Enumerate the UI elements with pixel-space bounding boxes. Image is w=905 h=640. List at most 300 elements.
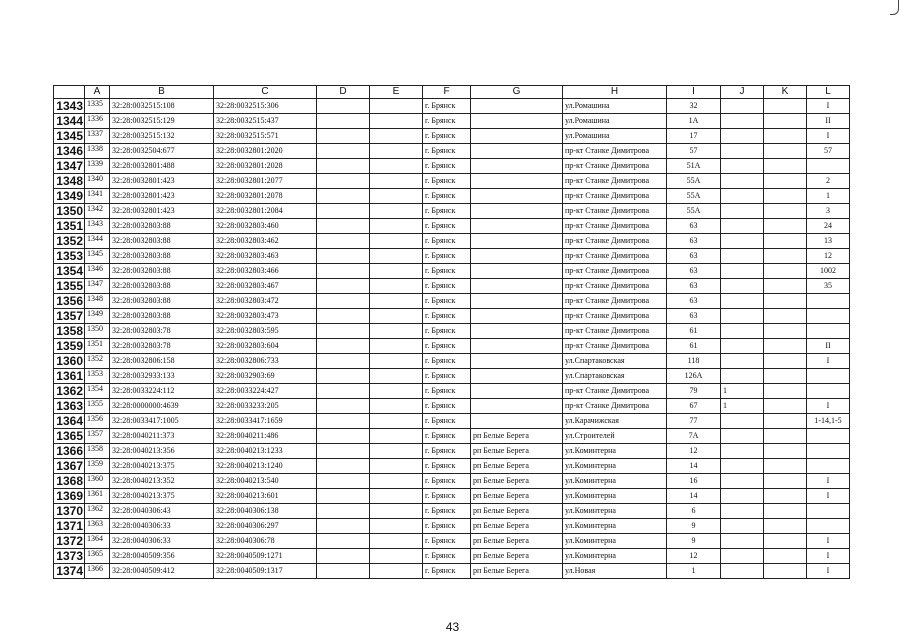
cell-l[interactable] (807, 369, 850, 384)
cell-j[interactable] (721, 294, 764, 309)
cell-l[interactable] (807, 504, 850, 519)
cell-g[interactable]: рп Белые Берега (471, 489, 563, 504)
cell-j[interactable] (721, 219, 764, 234)
cell-d[interactable] (317, 309, 370, 324)
cell-j[interactable] (721, 234, 764, 249)
cell-h[interactable]: ул.Коминтерна (563, 534, 667, 549)
cell-k[interactable] (764, 519, 807, 534)
cell-e[interactable] (370, 144, 423, 159)
cell-d[interactable] (317, 369, 370, 384)
cell-b[interactable]: 32:28:0040213:352 (110, 474, 214, 489)
cell-k[interactable] (764, 444, 807, 459)
cell-a[interactable]: 1348 (85, 294, 110, 309)
cell-f[interactable]: г. Брянск (423, 219, 471, 234)
cell-i[interactable]: 9 (667, 534, 721, 549)
cell-b[interactable]: 32:28:0000000:4639 (110, 399, 214, 414)
cell-e[interactable] (370, 414, 423, 429)
cell-d[interactable] (317, 444, 370, 459)
cell-f[interactable]: г. Брянск (423, 99, 471, 114)
cell-f[interactable]: г. Брянск (423, 339, 471, 354)
row-number-cell[interactable]: 1354 (54, 264, 85, 279)
cell-i[interactable]: 12 (667, 549, 721, 564)
cell-j[interactable] (721, 534, 764, 549)
cell-j[interactable]: 1 (721, 384, 764, 399)
cell-d[interactable] (317, 399, 370, 414)
cell-a[interactable]: 1337 (85, 129, 110, 144)
row-number-cell[interactable]: 1368 (54, 474, 85, 489)
cell-i[interactable]: 7А (667, 429, 721, 444)
cell-c[interactable]: 32:28:0032515:437 (214, 114, 317, 129)
cell-c[interactable]: 32:28:0040213:601 (214, 489, 317, 504)
cell-j[interactable] (721, 429, 764, 444)
cell-a[interactable]: 1349 (85, 309, 110, 324)
cell-d[interactable] (317, 249, 370, 264)
cell-c[interactable]: 32:28:0040509:1271 (214, 549, 317, 564)
cell-d[interactable] (317, 99, 370, 114)
cell-f[interactable]: г. Брянск (423, 549, 471, 564)
cell-c[interactable]: 32:28:0032803:473 (214, 309, 317, 324)
cell-b[interactable]: 32:28:0032515:108 (110, 99, 214, 114)
cell-f[interactable]: г. Брянск (423, 384, 471, 399)
cell-j[interactable] (721, 159, 764, 174)
cell-h[interactable]: ул.Коминтерна (563, 444, 667, 459)
cell-i[interactable]: 16 (667, 474, 721, 489)
cell-a[interactable]: 1347 (85, 279, 110, 294)
cell-h[interactable]: пр-кт Станке Димитрова (563, 324, 667, 339)
cell-h[interactable]: пр-кт Станке Димитрова (563, 294, 667, 309)
row-number-cell[interactable]: 1373 (54, 549, 85, 564)
cell-e[interactable] (370, 399, 423, 414)
cell-j[interactable] (721, 99, 764, 114)
cell-e[interactable] (370, 534, 423, 549)
cell-c[interactable]: 32:28:0040306:297 (214, 519, 317, 534)
row-number-cell[interactable]: 1346 (54, 144, 85, 159)
cell-h[interactable]: пр-кт Станке Димитрова (563, 219, 667, 234)
cell-c[interactable]: 32:28:0033224:427 (214, 384, 317, 399)
cell-l[interactable]: 24 (807, 219, 850, 234)
cell-j[interactable] (721, 114, 764, 129)
cell-j[interactable] (721, 474, 764, 489)
cell-i[interactable]: 63 (667, 219, 721, 234)
cell-g[interactable] (471, 129, 563, 144)
cell-i[interactable]: 63 (667, 234, 721, 249)
cell-a[interactable]: 1364 (85, 534, 110, 549)
cell-c[interactable]: 32:28:0032806:733 (214, 354, 317, 369)
cell-h[interactable]: ул.Ромашина (563, 114, 667, 129)
cell-b[interactable]: 32:28:0033417:1005 (110, 414, 214, 429)
cell-a[interactable]: 1351 (85, 339, 110, 354)
cell-a[interactable]: 1343 (85, 219, 110, 234)
cell-c[interactable]: 32:28:0032803:460 (214, 219, 317, 234)
column-header-f[interactable]: F (423, 86, 471, 99)
row-number-cell[interactable]: 1351 (54, 219, 85, 234)
column-header-l[interactable]: L (807, 86, 850, 99)
cell-h[interactable]: ул.Коминтерна (563, 504, 667, 519)
cell-a[interactable]: 1360 (85, 474, 110, 489)
column-header-h[interactable]: H (563, 86, 667, 99)
cell-g[interactable] (471, 144, 563, 159)
cell-h[interactable]: ул.Коминтерна (563, 459, 667, 474)
cell-a[interactable]: 1354 (85, 384, 110, 399)
cell-k[interactable] (764, 354, 807, 369)
cell-e[interactable] (370, 159, 423, 174)
cell-f[interactable]: г. Брянск (423, 234, 471, 249)
cell-h[interactable]: пр-кт Станке Димитрова (563, 309, 667, 324)
cell-c[interactable]: 32:28:0032803:466 (214, 264, 317, 279)
cell-c[interactable]: 32:28:0032803:472 (214, 294, 317, 309)
cell-j[interactable] (721, 129, 764, 144)
cell-i[interactable]: 14 (667, 489, 721, 504)
row-number-cell[interactable]: 1357 (54, 309, 85, 324)
cell-g[interactable] (471, 384, 563, 399)
cell-e[interactable] (370, 114, 423, 129)
cell-a[interactable]: 1352 (85, 354, 110, 369)
cell-c[interactable]: 32:28:0032801:2078 (214, 189, 317, 204)
cell-k[interactable] (764, 189, 807, 204)
cell-k[interactable] (764, 294, 807, 309)
cell-d[interactable] (317, 129, 370, 144)
cell-j[interactable] (721, 354, 764, 369)
cell-b[interactable]: 32:28:0040306:33 (110, 519, 214, 534)
cell-d[interactable] (317, 429, 370, 444)
cell-k[interactable] (764, 339, 807, 354)
cell-c[interactable]: 32:28:0033417:1659 (214, 414, 317, 429)
cell-l[interactable]: 13 (807, 234, 850, 249)
cell-a[interactable]: 1353 (85, 369, 110, 384)
cell-c[interactable]: 32:28:0032515:571 (214, 129, 317, 144)
cell-a[interactable]: 1363 (85, 519, 110, 534)
cell-h[interactable]: ул.Карачижская (563, 414, 667, 429)
cell-d[interactable] (317, 414, 370, 429)
cell-b[interactable]: 32:28:0032504:677 (110, 144, 214, 159)
cell-e[interactable] (370, 504, 423, 519)
cell-a[interactable]: 1336 (85, 114, 110, 129)
cell-j[interactable] (721, 309, 764, 324)
cell-g[interactable]: рп Белые Берега (471, 534, 563, 549)
cell-i[interactable]: 12 (667, 444, 721, 459)
row-number-cell[interactable]: 1353 (54, 249, 85, 264)
cell-g[interactable]: рп Белые Берега (471, 474, 563, 489)
cell-a[interactable]: 1341 (85, 189, 110, 204)
cell-d[interactable] (317, 294, 370, 309)
cell-g[interactable] (471, 279, 563, 294)
cell-b[interactable]: 32:28:0032801:423 (110, 189, 214, 204)
cell-f[interactable]: г. Брянск (423, 189, 471, 204)
cell-h[interactable]: пр-кт Станке Димитрова (563, 279, 667, 294)
cell-i[interactable]: 55А (667, 189, 721, 204)
cell-l[interactable] (807, 429, 850, 444)
cell-k[interactable] (764, 534, 807, 549)
cell-f[interactable]: г. Брянск (423, 159, 471, 174)
cell-g[interactable]: рп Белые Берега (471, 504, 563, 519)
row-number-cell[interactable]: 1361 (54, 369, 85, 384)
cell-b[interactable]: 32:28:0032803:88 (110, 309, 214, 324)
cell-e[interactable] (370, 99, 423, 114)
cell-a[interactable]: 1344 (85, 234, 110, 249)
cell-g[interactable] (471, 309, 563, 324)
cell-h[interactable]: пр-кт Станке Димитрова (563, 264, 667, 279)
cell-j[interactable] (721, 519, 764, 534)
cell-a[interactable]: 1357 (85, 429, 110, 444)
row-number-cell[interactable]: 1364 (54, 414, 85, 429)
cell-d[interactable] (317, 459, 370, 474)
column-header-i[interactable]: I (667, 86, 721, 99)
cell-k[interactable] (764, 144, 807, 159)
row-number-cell[interactable]: 1350 (54, 204, 85, 219)
cell-b[interactable]: 32:28:0032801:423 (110, 204, 214, 219)
cell-g[interactable] (471, 174, 563, 189)
row-number-cell[interactable]: 1365 (54, 429, 85, 444)
cell-c[interactable]: 32:28:0040509:1317 (214, 564, 317, 579)
cell-l[interactable] (807, 294, 850, 309)
cell-h[interactable]: ул.Новая (563, 564, 667, 579)
cell-g[interactable] (471, 249, 563, 264)
cell-h[interactable]: ул.Коминтерна (563, 489, 667, 504)
cell-i[interactable]: 67 (667, 399, 721, 414)
row-number-cell[interactable]: 1367 (54, 459, 85, 474)
cell-g[interactable] (471, 294, 563, 309)
cell-j[interactable] (721, 564, 764, 579)
cell-g[interactable] (471, 324, 563, 339)
row-number-cell[interactable]: 1347 (54, 159, 85, 174)
cell-i[interactable]: 57 (667, 144, 721, 159)
cell-d[interactable] (317, 339, 370, 354)
column-header-e[interactable]: E (370, 86, 423, 99)
cell-d[interactable] (317, 204, 370, 219)
cell-e[interactable] (370, 324, 423, 339)
cell-e[interactable] (370, 549, 423, 564)
cell-b[interactable]: 32:28:0032933:133 (110, 369, 214, 384)
cell-c[interactable]: 32:28:0040211:486 (214, 429, 317, 444)
cell-f[interactable]: г. Брянск (423, 534, 471, 549)
cell-j[interactable] (721, 504, 764, 519)
cell-c[interactable]: 32:28:0033233:205 (214, 399, 317, 414)
row-number-cell[interactable]: 1363 (54, 399, 85, 414)
cell-e[interactable] (370, 309, 423, 324)
cell-k[interactable] (764, 474, 807, 489)
cell-d[interactable] (317, 174, 370, 189)
cell-j[interactable] (721, 414, 764, 429)
cell-c[interactable]: 32:28:0032903:69 (214, 369, 317, 384)
cell-h[interactable]: пр-кт Станке Димитрова (563, 234, 667, 249)
cell-i[interactable]: 55А (667, 204, 721, 219)
cell-c[interactable]: 32:28:0032515:306 (214, 99, 317, 114)
cell-b[interactable]: 32:28:0032801:488 (110, 159, 214, 174)
cell-k[interactable] (764, 204, 807, 219)
cell-h[interactable]: пр-кт Станке Димитрова (563, 174, 667, 189)
cell-l[interactable]: 1 (807, 189, 850, 204)
cell-i[interactable]: 55А (667, 174, 721, 189)
cell-f[interactable]: г. Брянск (423, 564, 471, 579)
cell-b[interactable]: 32:28:0032803:88 (110, 219, 214, 234)
cell-f[interactable]: г. Брянск (423, 249, 471, 264)
cell-d[interactable] (317, 189, 370, 204)
cell-b[interactable]: 32:28:0040509:412 (110, 564, 214, 579)
cell-e[interactable] (370, 294, 423, 309)
cell-d[interactable] (317, 504, 370, 519)
cell-j[interactable] (721, 444, 764, 459)
cell-a[interactable]: 1346 (85, 264, 110, 279)
cell-e[interactable] (370, 249, 423, 264)
cell-h[interactable]: пр-кт Станке Димитрова (563, 204, 667, 219)
column-header-d[interactable]: D (317, 86, 370, 99)
cell-j[interactable] (721, 339, 764, 354)
cell-k[interactable] (764, 324, 807, 339)
column-header-k[interactable]: K (764, 86, 807, 99)
cell-d[interactable] (317, 564, 370, 579)
row-number-cell[interactable]: 1349 (54, 189, 85, 204)
column-header-b[interactable]: B (110, 86, 214, 99)
cell-b[interactable]: 32:28:0032801:423 (110, 174, 214, 189)
cell-b[interactable]: 32:28:0033224:112 (110, 384, 214, 399)
cell-j[interactable] (721, 549, 764, 564)
cell-l[interactable]: 2 (807, 174, 850, 189)
cell-k[interactable] (764, 249, 807, 264)
cell-a[interactable]: 1335 (85, 99, 110, 114)
cell-l[interactable]: I (807, 129, 850, 144)
cell-k[interactable] (764, 159, 807, 174)
cell-i[interactable]: 61 (667, 339, 721, 354)
cell-b[interactable]: 32:28:0040213:375 (110, 489, 214, 504)
cell-f[interactable]: г. Брянск (423, 399, 471, 414)
cell-f[interactable]: г. Брянск (423, 294, 471, 309)
cell-i[interactable]: 6 (667, 504, 721, 519)
cell-e[interactable] (370, 384, 423, 399)
cell-d[interactable] (317, 474, 370, 489)
cell-d[interactable] (317, 234, 370, 249)
cell-e[interactable] (370, 519, 423, 534)
cell-b[interactable]: 32:28:0032803:88 (110, 234, 214, 249)
cell-d[interactable] (317, 324, 370, 339)
cell-l[interactable]: 1-14,1-5 (807, 414, 850, 429)
cell-k[interactable] (764, 234, 807, 249)
cell-b[interactable]: 32:28:0032803:88 (110, 294, 214, 309)
corner-header-cell[interactable] (54, 86, 85, 99)
row-number-cell[interactable]: 1360 (54, 354, 85, 369)
cell-k[interactable] (764, 99, 807, 114)
cell-k[interactable] (764, 384, 807, 399)
cell-k[interactable] (764, 564, 807, 579)
cell-b[interactable]: 32:28:0040213:356 (110, 444, 214, 459)
cell-a[interactable]: 1355 (85, 399, 110, 414)
cell-h[interactable]: ул.Спартаковская (563, 354, 667, 369)
cell-b[interactable]: 32:28:0032803:88 (110, 264, 214, 279)
cell-j[interactable] (721, 189, 764, 204)
cell-l[interactable] (807, 324, 850, 339)
cell-i[interactable]: 61 (667, 324, 721, 339)
cell-g[interactable] (471, 234, 563, 249)
cell-a[interactable]: 1359 (85, 459, 110, 474)
cell-h[interactable]: ул.Спартаковская (563, 369, 667, 384)
cell-d[interactable] (317, 159, 370, 174)
row-number-cell[interactable]: 1374 (54, 564, 85, 579)
cell-g[interactable] (471, 399, 563, 414)
cell-f[interactable]: г. Брянск (423, 429, 471, 444)
cell-k[interactable] (764, 309, 807, 324)
cell-g[interactable] (471, 339, 563, 354)
cell-j[interactable] (721, 279, 764, 294)
cell-e[interactable] (370, 234, 423, 249)
row-number-cell[interactable]: 1356 (54, 294, 85, 309)
cell-c[interactable]: 32:28:0032803:462 (214, 234, 317, 249)
cell-d[interactable] (317, 384, 370, 399)
cell-e[interactable] (370, 354, 423, 369)
cell-b[interactable]: 32:28:0040306:33 (110, 534, 214, 549)
cell-k[interactable] (764, 549, 807, 564)
cell-g[interactable] (471, 264, 563, 279)
cell-d[interactable] (317, 549, 370, 564)
cell-d[interactable] (317, 264, 370, 279)
cell-l[interactable]: 35 (807, 279, 850, 294)
cell-j[interactable] (721, 204, 764, 219)
cell-c[interactable]: 32:28:0032801:2084 (214, 204, 317, 219)
cell-e[interactable] (370, 369, 423, 384)
cell-h[interactable]: пр-кт Станке Димитрова (563, 144, 667, 159)
cell-f[interactable]: г. Брянск (423, 279, 471, 294)
cell-d[interactable] (317, 279, 370, 294)
cell-k[interactable] (764, 129, 807, 144)
cell-k[interactable] (764, 264, 807, 279)
row-number-cell[interactable]: 1344 (54, 114, 85, 129)
cell-a[interactable]: 1345 (85, 249, 110, 264)
cell-i[interactable]: 14 (667, 459, 721, 474)
row-number-cell[interactable]: 1352 (54, 234, 85, 249)
cell-k[interactable] (764, 399, 807, 414)
cell-b[interactable]: 32:28:0032803:78 (110, 339, 214, 354)
cell-e[interactable] (370, 489, 423, 504)
cell-l[interactable] (807, 384, 850, 399)
cell-d[interactable] (317, 354, 370, 369)
cell-h[interactable]: ул.Строителей (563, 429, 667, 444)
cell-a[interactable]: 1342 (85, 204, 110, 219)
cell-k[interactable] (764, 369, 807, 384)
cell-a[interactable]: 1361 (85, 489, 110, 504)
cell-h[interactable]: ул.Коминтерна (563, 474, 667, 489)
cell-l[interactable]: I (807, 489, 850, 504)
cell-l[interactable]: 1002 (807, 264, 850, 279)
cell-j[interactable] (721, 489, 764, 504)
cell-g[interactable]: рп Белые Берега (471, 429, 563, 444)
column-header-j[interactable]: J (721, 86, 764, 99)
cell-e[interactable] (370, 189, 423, 204)
cell-f[interactable]: г. Брянск (423, 114, 471, 129)
cell-i[interactable]: 63 (667, 309, 721, 324)
cell-k[interactable] (764, 114, 807, 129)
cell-a[interactable]: 1350 (85, 324, 110, 339)
cell-c[interactable]: 32:28:0040213:1233 (214, 444, 317, 459)
cell-l[interactable]: I (807, 399, 850, 414)
cell-i[interactable]: 51А (667, 159, 721, 174)
cell-d[interactable] (317, 144, 370, 159)
cell-i[interactable]: 32 (667, 99, 721, 114)
cell-e[interactable] (370, 279, 423, 294)
cell-c[interactable]: 32:28:0040306:78 (214, 534, 317, 549)
column-header-g[interactable]: G (471, 86, 563, 99)
cell-j[interactable] (721, 249, 764, 264)
cell-f[interactable]: г. Брянск (423, 324, 471, 339)
cell-i[interactable]: 63 (667, 279, 721, 294)
row-number-cell[interactable]: 1372 (54, 534, 85, 549)
cell-c[interactable]: 32:28:0040306:138 (214, 504, 317, 519)
cell-b[interactable]: 32:28:0040306:43 (110, 504, 214, 519)
row-number-cell[interactable]: 1366 (54, 444, 85, 459)
cell-a[interactable]: 1362 (85, 504, 110, 519)
cell-l[interactable]: I (807, 474, 850, 489)
cell-l[interactable]: 57 (807, 144, 850, 159)
cell-e[interactable] (370, 459, 423, 474)
cell-g[interactable] (471, 204, 563, 219)
cell-k[interactable] (764, 219, 807, 234)
